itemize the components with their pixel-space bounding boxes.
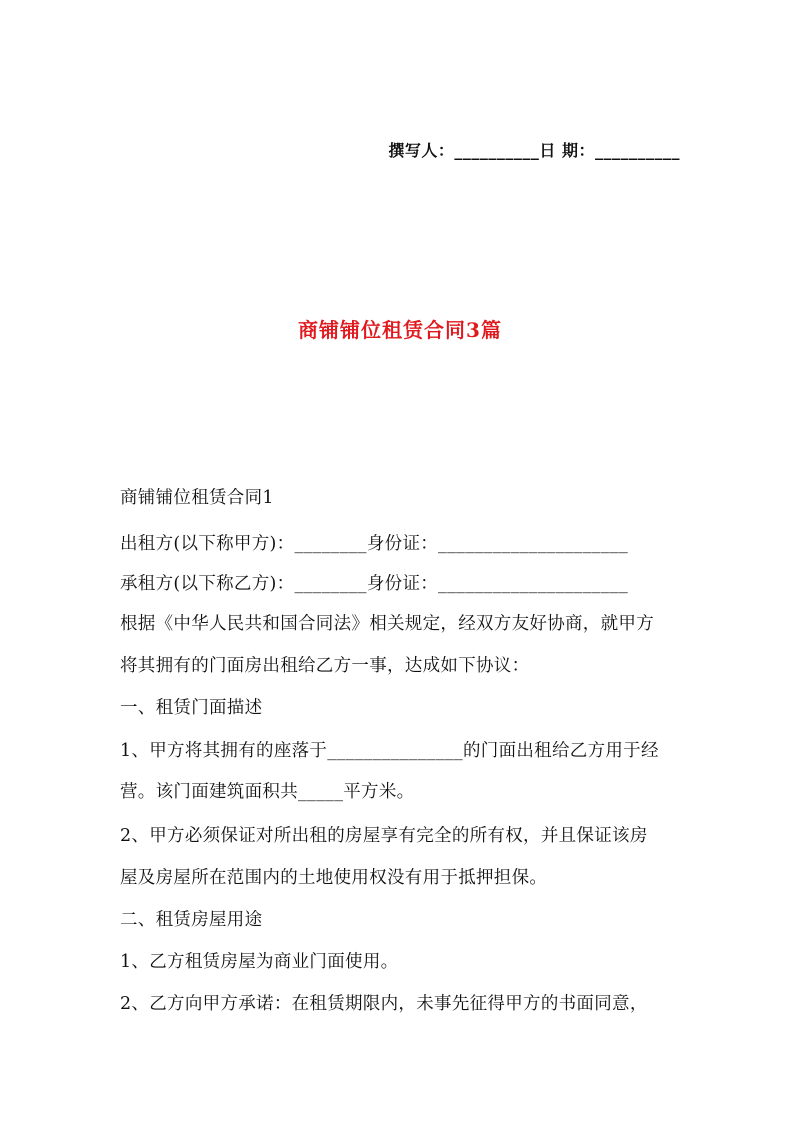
clause-item-continued: 营。该门面建筑面积共_____平方米。 — [120, 782, 415, 802]
clause-heading: 二、租赁房屋用途 — [120, 910, 263, 930]
body-paragraph-line: 根据《中华人民共和国合同法》相关规定，经双方友好协商，就甲方 — [120, 614, 654, 634]
lessee-line: 承租方(以下称乙方)：________身份证：_____________________ — [120, 574, 629, 594]
body-paragraph-line: 将其拥有的门面房出租给乙方一事，达成如下协议： — [120, 656, 530, 676]
clause-heading: 一、租赁门面描述 — [120, 698, 263, 718]
clause-item: 2、甲方必须保证对所出租的房屋享有完全的所有权，并且保证该房 — [120, 826, 648, 846]
author-date-line: 撰写人：__________日 期：__________ — [388, 141, 680, 160]
lessor-line: 出租方(以下称甲方)：________身份证：_____________________ — [120, 534, 629, 554]
document-title: 商铺铺位租赁合同3篇 — [298, 318, 502, 342]
clause-item-continued: 屋及房屋所在范围内的土地使用权没有用于抵押担保。 — [120, 868, 548, 888]
clause-item: 1、乙方租赁房屋为商业门面使用。 — [120, 952, 399, 972]
clause-item: 2、乙方向甲方承诺：在租赁期限内，未事先征得甲方的书面同意， — [120, 994, 648, 1014]
section-heading: 商铺铺位租赁合同1 — [120, 488, 274, 508]
clause-item: 1、甲方将其拥有的座落于_______________的门面出租给乙方用于经 — [120, 741, 659, 761]
